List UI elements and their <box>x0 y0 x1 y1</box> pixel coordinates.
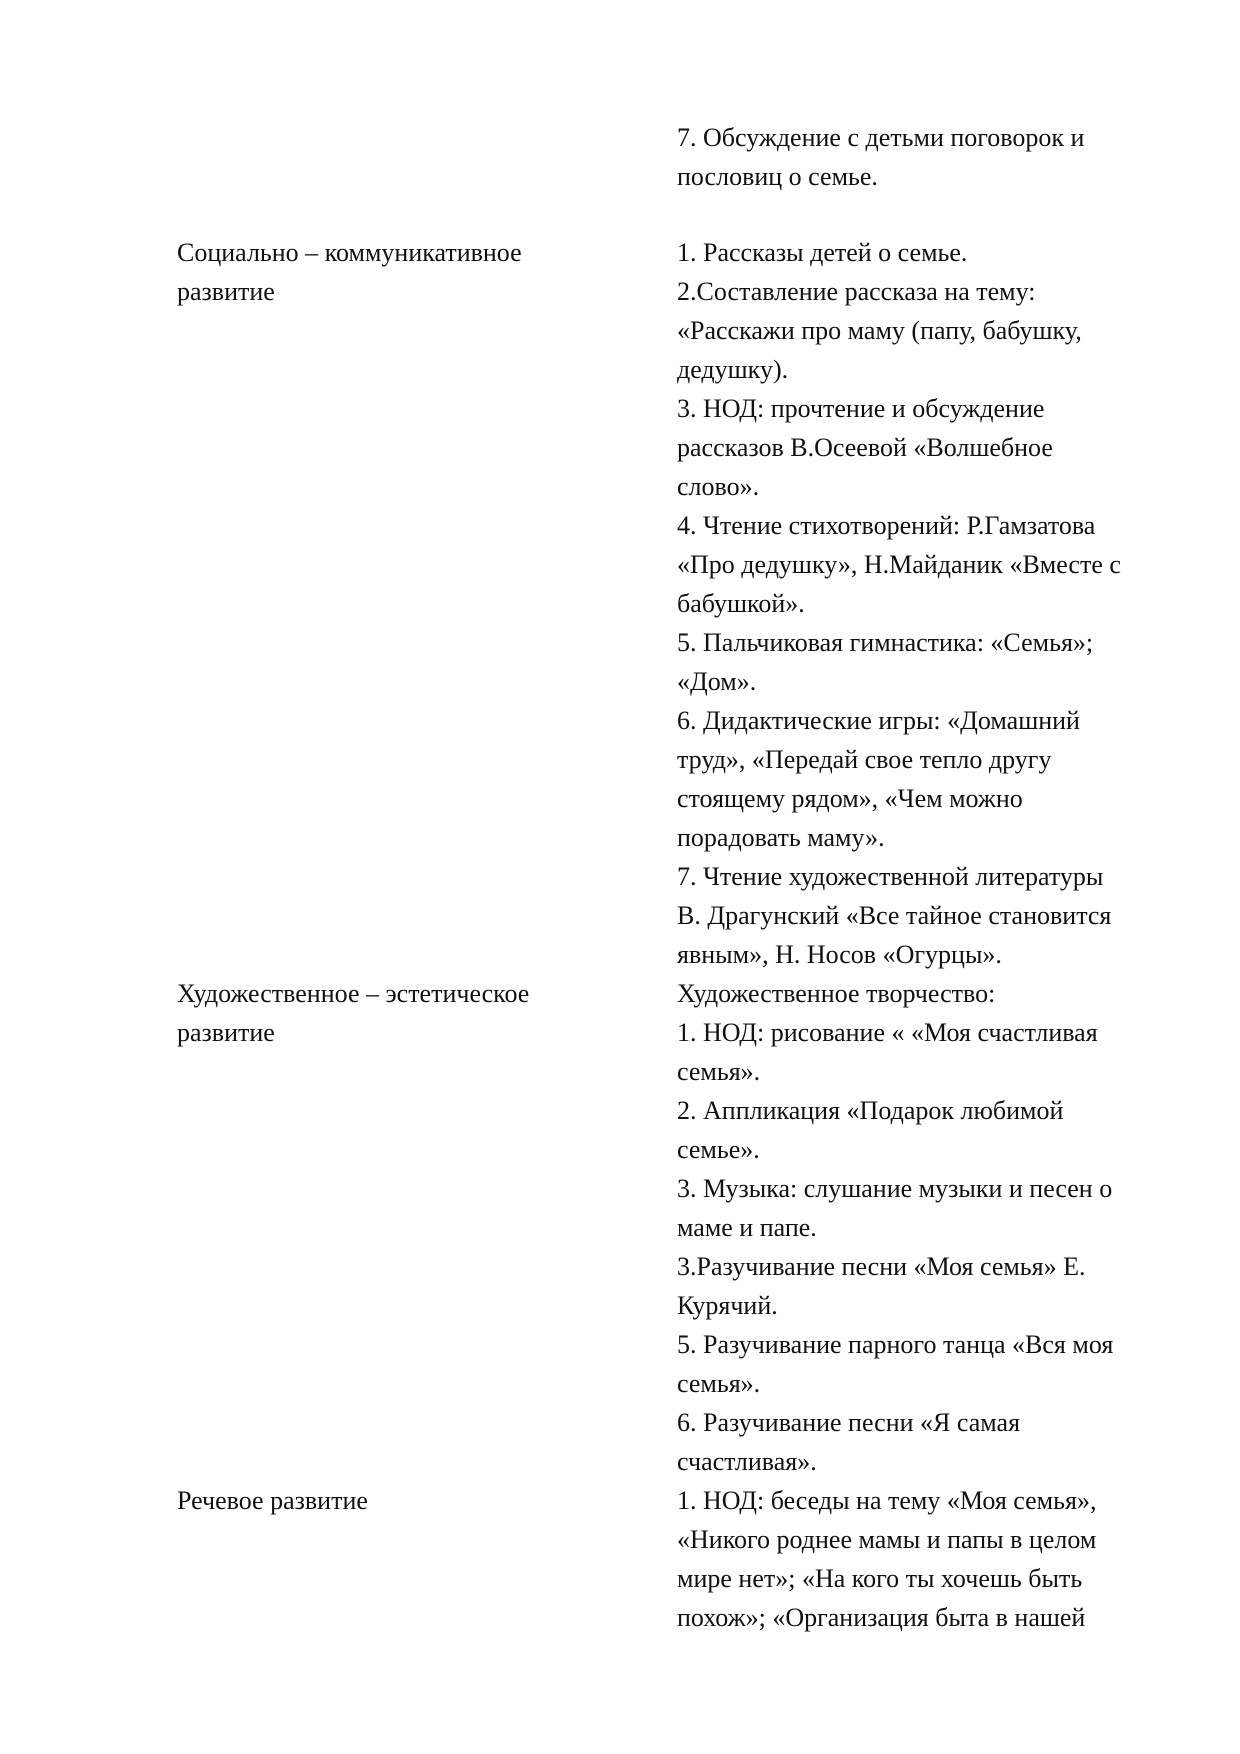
section-label-line: Художественное – эстетическое <box>177 979 530 1008</box>
item-line: 3. НОД: прочтение и обсуждение <box>677 394 1045 423</box>
item-line: 4. Чтение стихотворений: Р.Гамзатова <box>677 511 1096 540</box>
item-line: 2. Аппликация «Подарок любимой <box>677 1096 1064 1125</box>
item-line: 2.Составление рассказа на тему: <box>677 277 1036 306</box>
section-0-items <box>677 118 1192 196</box>
item-line: 7. Обсуждение с детьми поговорок и <box>677 123 1085 152</box>
item-line: семье». <box>677 1135 760 1164</box>
item-line: семья». <box>677 1369 761 1398</box>
item-line: похож»; «Организация быта в нашей <box>677 1603 1086 1632</box>
item-line: пословиц о семье. <box>677 162 878 191</box>
item-line: бабушкой». <box>677 589 805 618</box>
section-1-label <box>177 233 627 311</box>
item-line: стоящему рядом», «Чем можно <box>677 784 1023 813</box>
item-line: 5. Разучивание парного танца «Вся моя <box>677 1330 1114 1359</box>
section-3-label <box>177 1481 627 1520</box>
item-line: 6. Дидактические игры: «Домашний <box>677 706 1080 735</box>
item-line: 1. НОД: рисование « «Моя счастливая <box>677 1018 1098 1047</box>
item-line: Художественное творчество: <box>677 979 996 1008</box>
item-line: 1. Рассказы детей о семье. <box>677 238 968 267</box>
section-1-items <box>677 233 1192 974</box>
section-label-line: развитие <box>177 1018 275 1047</box>
section-2-items <box>677 974 1192 1481</box>
section-3-items <box>677 1481 1192 1637</box>
item-line: явным», Н. Носов «Огурцы». <box>677 940 1002 969</box>
item-line: «Дом». <box>677 667 757 696</box>
item-line: труд», «Передай свое тепло другу <box>677 745 1052 774</box>
section-2-label <box>177 974 627 1052</box>
item-line: В. Драгунский «Все тайное становится <box>677 901 1112 930</box>
item-line: маме и папе. <box>677 1213 817 1242</box>
item-line: слово». <box>677 472 760 501</box>
item-line: мире нет»; «На кого ты хочешь быть <box>677 1564 1083 1593</box>
item-line: «Про дедушку», Н.Майданик «Вместе с <box>677 550 1121 579</box>
item-line: дедушку). <box>677 355 789 384</box>
item-line: 6. Разучивание песни «Я самая <box>677 1408 1021 1437</box>
item-line: Курячий. <box>677 1291 778 1320</box>
item-line: 3. Музыка: слушание музыки и песен о <box>677 1174 1113 1203</box>
item-line: порадовать маму». <box>677 823 885 852</box>
item-line: «Расскажи про маму (папу, бабушку, <box>677 316 1082 345</box>
item-line: 7. Чтение художественной литературы <box>677 862 1104 891</box>
section-label-line: развитие <box>177 277 275 306</box>
item-line: «Никого роднее мамы и папы в целом <box>677 1525 1097 1554</box>
item-line: 3.Разучивание песни «Моя семья» Е. <box>677 1252 1086 1281</box>
item-line: 1. НОД: беседы на тему «Моя семья», <box>677 1486 1097 1515</box>
section-label-line: Социально – коммуникативное <box>177 238 522 267</box>
item-line: 5. Пальчиковая гимнастика: «Семья»; <box>677 628 1094 657</box>
section-label-line: Речевое развитие <box>177 1486 368 1515</box>
item-line: счастливая». <box>677 1447 817 1476</box>
item-line: рассказов В.Осеевой «Волшебное <box>677 433 1053 462</box>
item-line: семья». <box>677 1057 761 1086</box>
